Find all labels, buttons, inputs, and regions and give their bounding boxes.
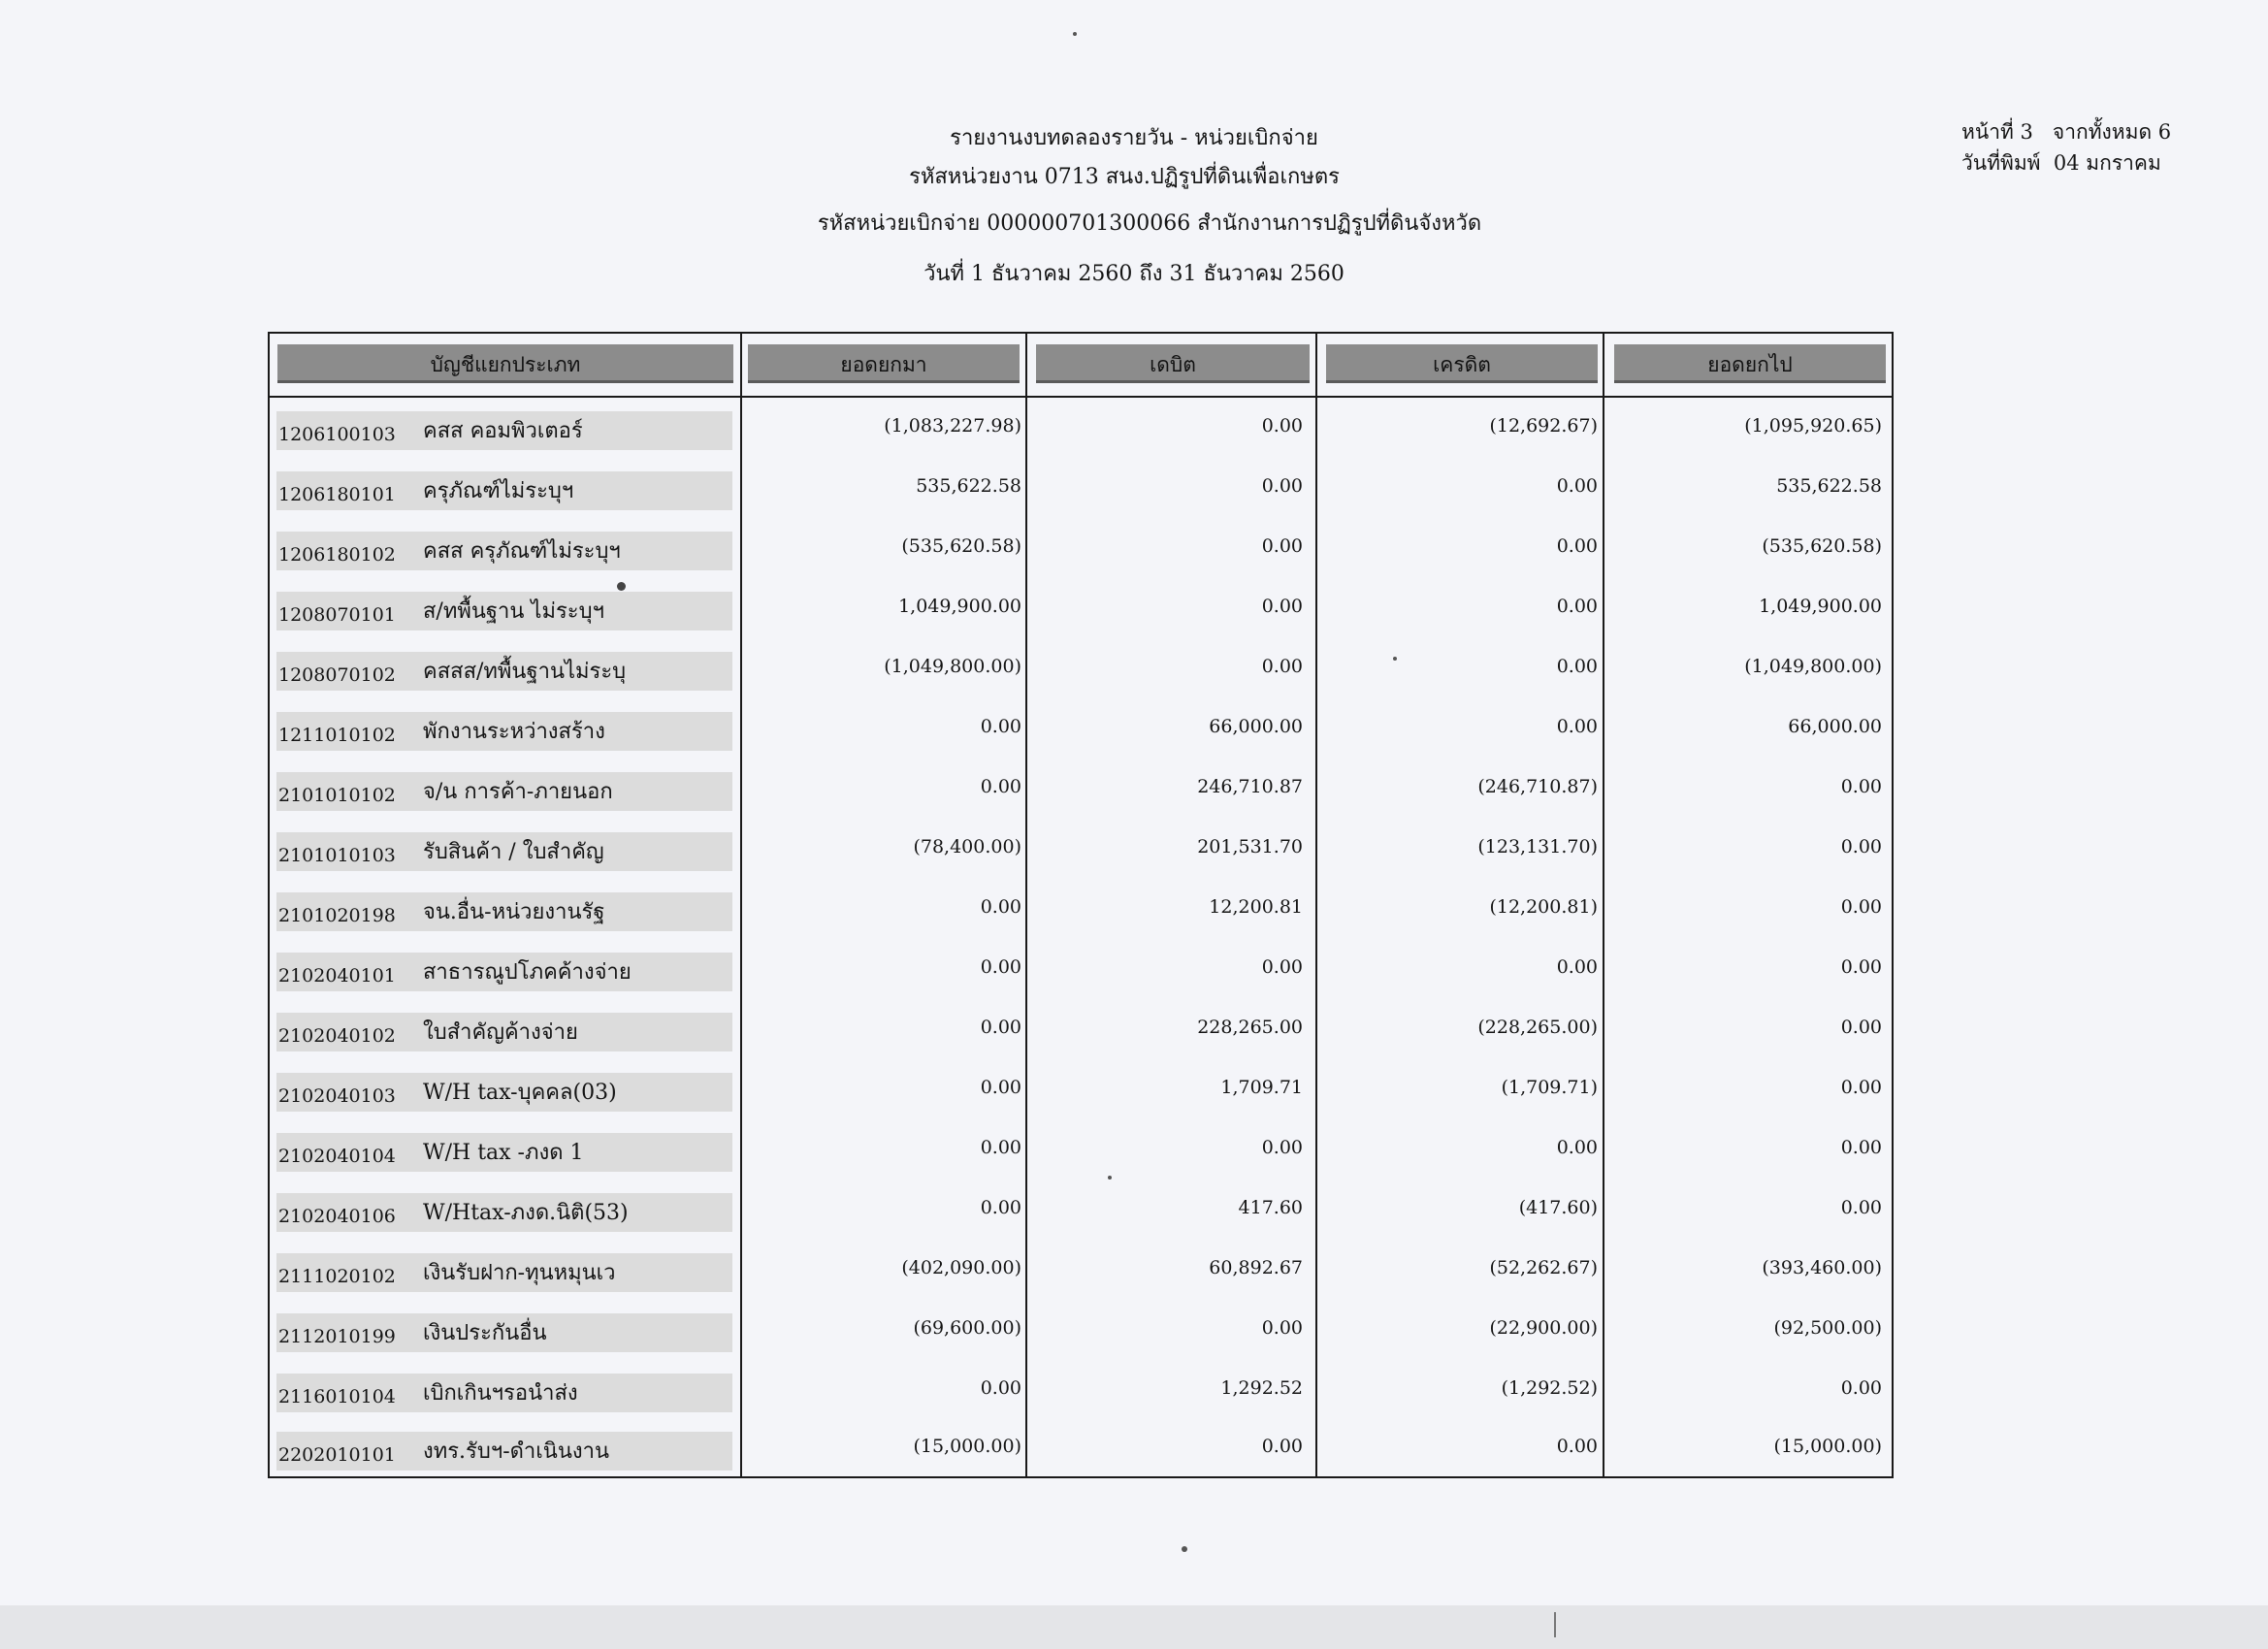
closing-balance: 0.00: [1840, 776, 1882, 797]
account-code: 2202010101: [278, 1444, 396, 1466]
table-row: [0, 471, 2268, 510]
closing-balance: 1,049,900.00: [1759, 596, 1882, 617]
account-code: 2102040104: [278, 1146, 396, 1167]
table-row: [0, 1313, 2268, 1352]
page-info: [1961, 116, 2171, 178]
opening-balance: 0.00: [980, 1197, 1021, 1218]
account-name: พักงานระหว่างสร้าง: [423, 720, 605, 744]
agency-line: รหัสหน่วยงาน 0713 สนง.ปฏิรูปที่ดินเพื่อเกษตร: [909, 165, 1340, 189]
debit-amount: 0.00: [1261, 656, 1303, 677]
opening-balance: (402,090.00): [901, 1257, 1021, 1278]
account-code: 2101010103: [278, 845, 396, 866]
debit-amount: 0.00: [1261, 596, 1303, 617]
closing-balance: (1,095,920.65): [1744, 415, 1882, 436]
opening-balance: 0.00: [980, 1377, 1021, 1399]
account-code: 2112010199: [278, 1326, 396, 1347]
account-name: เงินประกันอื่น: [423, 1321, 547, 1345]
closing-balance: (1,049,800.00): [1744, 656, 1882, 677]
table-row: [0, 592, 2268, 630]
debit-amount: 417.60: [1238, 1197, 1303, 1218]
account-name: W/H tax-บุคคล(03): [423, 1081, 617, 1105]
table-row: [0, 832, 2268, 871]
account-code: 1208070102: [278, 664, 396, 686]
credit-amount: (246,710.87): [1477, 776, 1598, 797]
account-name: เงินรับฝาก-ทุนหมุนเว: [423, 1261, 616, 1285]
credit-amount: (1,292.52): [1501, 1377, 1598, 1399]
closing-balance: 0.00: [1840, 896, 1882, 918]
table-row: [0, 892, 2268, 931]
table-row: [0, 1253, 2268, 1292]
credit-amount: (123,131.70): [1477, 836, 1598, 857]
account-code: 2102040101: [278, 965, 396, 986]
credit-amount: (22,900.00): [1489, 1317, 1598, 1339]
credit-amount: 0.00: [1556, 475, 1598, 497]
account-code: 2102040103: [278, 1085, 396, 1107]
table-row: [0, 772, 2268, 811]
credit-amount: (417.60): [1518, 1197, 1598, 1218]
table-row: [0, 712, 2268, 751]
opening-balance: 535,622.58: [916, 475, 1021, 497]
scan-bottom-edge: [0, 1605, 2268, 1649]
account-name: คสส คอมพิวเตอร์: [423, 419, 583, 443]
debit-amount: 246,710.87: [1197, 776, 1303, 797]
closing-balance: (535,620.58): [1762, 535, 1882, 557]
account-code: 2111020102: [278, 1266, 396, 1287]
account-code: 2102040102: [278, 1025, 396, 1047]
opening-balance: 0.00: [980, 1137, 1021, 1158]
credit-amount: 0.00: [1556, 596, 1598, 617]
opening-balance: 0.00: [980, 776, 1021, 797]
closing-balance: 0.00: [1840, 956, 1882, 978]
period-line: วันที่ 1 ธันวาคม 2560 ถึง 31 ธันวาคม 2560: [923, 262, 1345, 286]
credit-amount: 0.00: [1556, 656, 1598, 677]
credit-amount: 0.00: [1556, 956, 1598, 978]
closing-balance: 0.00: [1840, 1137, 1882, 1158]
opening-balance: (15,000.00): [913, 1436, 1021, 1457]
column-header-closing-balance: ยอดยกไป: [1614, 344, 1886, 383]
account-code: 1208070101: [278, 604, 396, 626]
opening-balance: (1,083,227.98): [884, 415, 1021, 436]
debit-amount: 0.00: [1261, 1436, 1303, 1457]
credit-amount: (52,262.67): [1489, 1257, 1598, 1278]
debit-amount: 0.00: [1261, 535, 1303, 557]
credit-amount: 0.00: [1556, 1436, 1598, 1457]
account-name: จน.อื่น-หน่วยงานรัฐ: [423, 900, 605, 924]
debit-amount: 66,000.00: [1209, 716, 1303, 737]
table-row: [0, 1073, 2268, 1112]
account-code: 1206180101: [278, 484, 396, 505]
scan-speck: [1554, 1612, 1556, 1637]
scan-speck: [1073, 32, 1077, 36]
account-code: 1206180102: [278, 544, 396, 566]
debit-amount: 1,292.52: [1220, 1377, 1303, 1399]
account-name: คสสส/ทพื้นฐานไม่ระบุ: [423, 660, 627, 684]
report-title: รายงานงบทดลองรายวัน - หน่วยเบิกจ่าย: [950, 126, 1318, 150]
opening-balance: 1,049,900.00: [898, 596, 1021, 617]
page-number: หน้าที่ 3 จากทั้งหมด 6: [1961, 120, 2172, 144]
account-name: รับสินค้า / ใบสำคัญ: [423, 840, 604, 864]
debit-amount: 0.00: [1261, 1137, 1303, 1158]
column-header-opening-balance: ยอดยกมา: [748, 344, 1020, 383]
table-row: [0, 953, 2268, 991]
closing-balance: 66,000.00: [1788, 716, 1882, 737]
print-date: วันที่พิมพ์ 04 มกราคม: [1961, 151, 2161, 175]
debit-amount: 0.00: [1261, 1317, 1303, 1339]
account-code: 1206100103: [278, 424, 396, 445]
table-row: [0, 411, 2268, 450]
account-name: งทร.รับฯ-ดำเนินงาน: [423, 1439, 609, 1464]
disbursing-unit-line: รหัสหน่วยเบิกจ่าย 000000701300066 สำนักงานการปฏิรูปที่ดินจังหวัด: [817, 211, 1482, 236]
closing-balance: 0.00: [1840, 836, 1882, 857]
credit-amount: 0.00: [1556, 716, 1598, 737]
credit-amount: (12,692.67): [1489, 415, 1598, 436]
table-row: [0, 1133, 2268, 1172]
opening-balance: (535,620.58): [901, 535, 1021, 557]
closing-balance: 0.00: [1840, 1377, 1882, 1399]
table-row: [0, 1193, 2268, 1232]
account-name: คสส ครุภัณฑ์ไม่ระบุฯ: [423, 539, 621, 564]
account-name: เบิกเกินฯรอนำส่ง: [423, 1381, 578, 1406]
account-code: 2101020198: [278, 905, 396, 926]
header-divider: [268, 396, 1894, 398]
closing-balance: (92,500.00): [1773, 1317, 1882, 1339]
debit-amount: 12,200.81: [1209, 896, 1303, 918]
closing-balance: 0.00: [1840, 1077, 1882, 1098]
table-row: [0, 532, 2268, 570]
closing-balance: 0.00: [1840, 1017, 1882, 1038]
debit-amount: 228,265.00: [1197, 1017, 1303, 1038]
column-header-debit: เดบิต: [1036, 344, 1310, 383]
account-code: 2102040106: [278, 1206, 396, 1227]
debit-amount: 1,709.71: [1220, 1077, 1303, 1098]
table-row: [0, 1432, 2268, 1471]
account-name: จ/น การค้า-ภายนอก: [423, 780, 613, 804]
closing-balance: (15,000.00): [1773, 1436, 1882, 1457]
account-name: ครุภัณฑ์ไม่ระบุฯ: [423, 479, 574, 503]
account-name: ส/ทพื้นฐาน ไม่ระบุฯ: [423, 599, 604, 624]
scan-speck: [1182, 1546, 1187, 1552]
account-name: W/Htax-ภงด.นิติ(53): [423, 1201, 629, 1225]
closing-balance: 0.00: [1840, 1197, 1882, 1218]
opening-balance: (1,049,800.00): [884, 656, 1021, 677]
opening-balance: 0.00: [980, 1077, 1021, 1098]
opening-balance: 0.00: [980, 716, 1021, 737]
account-code: 2101010102: [278, 785, 396, 806]
debit-amount: 0.00: [1261, 956, 1303, 978]
credit-amount: 0.00: [1556, 535, 1598, 557]
account-name: ใบสำคัญค้างจ่าย: [423, 1020, 578, 1045]
table-row: [0, 1374, 2268, 1412]
column-header-credit: เครดิต: [1326, 344, 1598, 383]
credit-amount: 0.00: [1556, 1137, 1598, 1158]
table-row: [0, 1013, 2268, 1051]
account-name: สาธารณูปโภคค้างจ่าย: [423, 960, 632, 985]
opening-balance: (78,400.00): [913, 836, 1021, 857]
opening-balance: (69,600.00): [913, 1317, 1021, 1339]
opening-balance: 0.00: [980, 956, 1021, 978]
opening-balance: 0.00: [980, 1017, 1021, 1038]
debit-amount: 0.00: [1261, 475, 1303, 497]
column-header-account: บัญชีแยกประเภท: [277, 344, 733, 383]
debit-amount: 0.00: [1261, 415, 1303, 436]
debit-amount: 201,531.70: [1197, 836, 1303, 857]
debit-amount: 60,892.67: [1209, 1257, 1303, 1278]
account-code: 2116010104: [278, 1386, 396, 1407]
closing-balance: (393,460.00): [1762, 1257, 1882, 1278]
account-name: W/H tax -ภงด 1: [423, 1141, 584, 1165]
opening-balance: 0.00: [980, 896, 1021, 918]
credit-amount: (12,200.81): [1489, 896, 1598, 918]
credit-amount: (228,265.00): [1477, 1017, 1598, 1038]
table-row: [0, 652, 2268, 691]
closing-balance: 535,622.58: [1776, 475, 1882, 497]
credit-amount: (1,709.71): [1501, 1077, 1598, 1098]
account-code: 1211010102: [278, 725, 396, 746]
